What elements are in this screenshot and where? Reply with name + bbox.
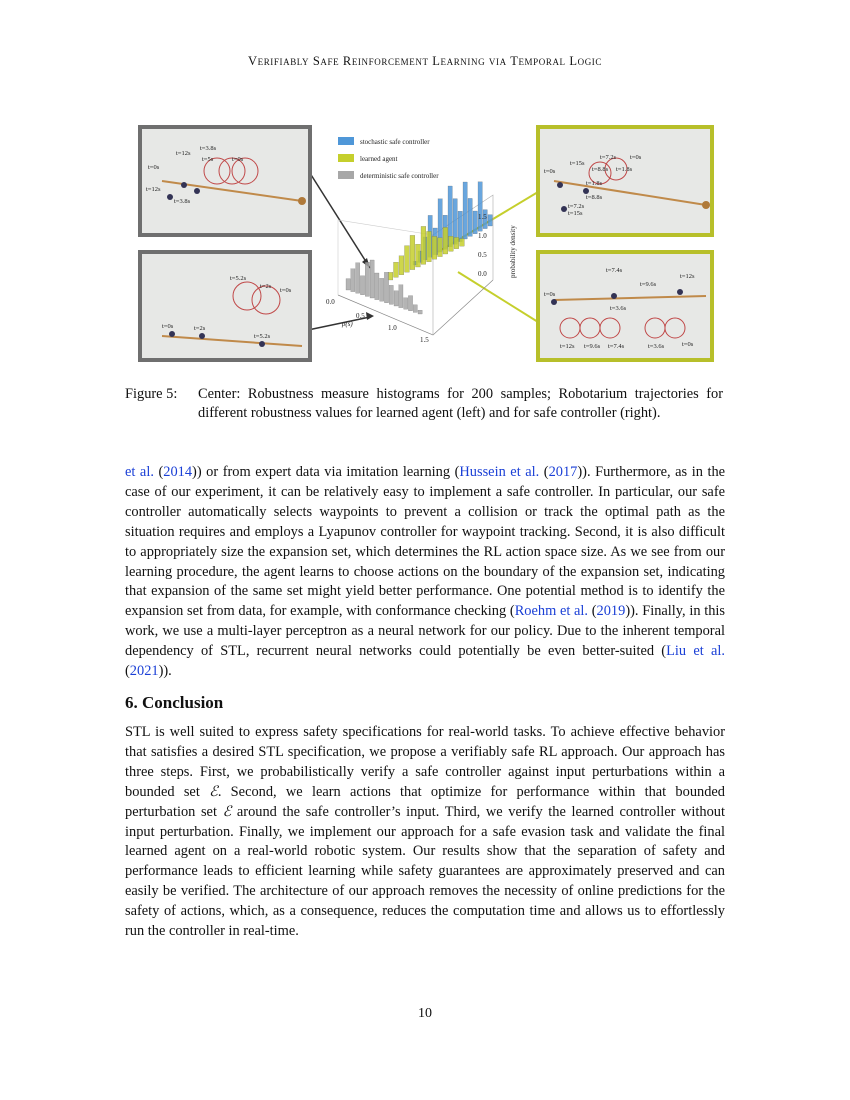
math-symbol: ℰ: [209, 783, 218, 800]
histogram-bar: [405, 246, 410, 273]
histogram-bar: [463, 182, 467, 239]
histogram-bar: [438, 238, 443, 257]
section-heading: 6. Conclusion: [125, 693, 224, 712]
histogram-bar: [399, 285, 403, 308]
histogram-bar: [473, 211, 477, 234]
math-symbol: ℰ: [222, 803, 232, 820]
photo-time-label: t=12s: [146, 186, 161, 193]
legend-swatch: [338, 137, 354, 145]
photo-time-label: t=3.6s: [648, 343, 665, 350]
histogram-bar: [427, 231, 432, 261]
photo-time-label: t=0s: [162, 323, 174, 330]
citation-year-link[interactable]: 2017: [548, 464, 578, 480]
robotarium-photo-bottom-right: [536, 250, 714, 362]
citation-link[interactable]: Hussein et al.: [459, 464, 540, 480]
z-tick-label: 0.0: [478, 270, 487, 278]
legend-label: stochastic safe controller: [360, 138, 430, 146]
photo-time-label: t=0s: [148, 164, 160, 171]
legend-swatch: [338, 171, 354, 179]
robotarium-photo-top-left: [138, 125, 312, 237]
legend-label: learned agent: [360, 155, 398, 163]
photo-time-label: t=7.2s: [600, 154, 617, 161]
running-title: Verifiably Safe Reinforcement Learning via Temporal Logic: [247, 54, 603, 68]
histogram-bar: [449, 236, 454, 251]
photo-time-label: t=2s: [260, 283, 272, 290]
photo-time-label: t=3.8s: [200, 145, 217, 152]
histogram-bar: [370, 260, 374, 298]
paragraph-conclusion: [125, 723, 725, 942]
paragraph-text: )) or from expert data via imitation learning (: [192, 464, 460, 480]
histogram-bar: [458, 211, 462, 241]
photo-time-label: t=2s: [194, 325, 206, 332]
histogram-bar: [432, 236, 437, 259]
legend-swatch: [338, 154, 354, 162]
paragraph-text: )). Finally, in this work, we use a multi-layer perceptron as a neural network for our policy. Due to the inherent temporal dependency of STL, recurrent neural networks could potentially be even better-suited (: [125, 603, 726, 660]
histogram-bar: [365, 262, 369, 296]
x-tick-label: 0.0: [326, 298, 335, 306]
paragraph-text: )).: [158, 663, 172, 680]
x-tick-label: 1.0: [388, 324, 397, 332]
photo-time-label: t=7.4s: [608, 343, 625, 350]
photo-time-label: t=0s: [232, 156, 244, 163]
histogram-bar: [404, 298, 408, 309]
histogram-bar: [346, 279, 350, 290]
photo-time-label: t=9.6s: [584, 343, 601, 350]
photo-time-label: t=5.2s: [254, 333, 271, 340]
histogram-bar: [399, 256, 404, 275]
citation-link[interactable]: et al.: [125, 464, 154, 480]
z-tick-label: 1.0: [478, 232, 487, 240]
figure-caption: [125, 385, 725, 423]
histogram-bar: [360, 276, 364, 295]
histogram-bar: [408, 296, 412, 311]
photo-time-label: t=1.8s: [586, 180, 603, 187]
photo-time-label: t=12s: [680, 273, 695, 280]
histogram-bar: [389, 285, 393, 304]
histogram-bar: [394, 291, 398, 306]
page-number: 10: [418, 1006, 432, 1021]
photo-time-label: t=0s: [682, 341, 694, 348]
figure-5: [138, 122, 714, 362]
citation-year-link[interactable]: 2014: [163, 464, 193, 480]
photo-time-label: t=0s: [544, 291, 556, 298]
histogram-bar: [380, 278, 384, 301]
citation-year-link[interactable]: 2021: [129, 663, 159, 680]
robotarium-photo-top-right: [536, 125, 714, 237]
caption-label: Figure 5:: [125, 386, 178, 402]
histogram-bar: [478, 182, 482, 231]
x-axis-label: ρ(s): [342, 320, 353, 328]
paragraph-discussion: et al. (2014)) or from expert data via imitation learning (Hussein et al. (2017)). Furthermore, as in the case of our experiment, it can be relatively easy to implement a safe controller. In particular, our safe controller automatically selects waypoints to prevent a collision or track the optimal path as the situation requires and employs a Lyapunov controller for waypoint tracking. Second, it is also difficult to appropriately size the expansion set, which determines the RL action space size. As we see from our learning procedure, the agent learns to choose actions on the boundary of the expansion set, indicating that expansion of the same set might yield better performance. One potential method is to identify the expansion set from data, for example, with conformance checking (Roehm et al. (2019)). Finally, in this work, we use a multi-layer perceptron as a neural network for our policy. Due to the inherent temporal dependency of STL, recurrent neural networks could potentially be even better-suited (Liu et al. (2021)).: [125, 464, 726, 680]
photo-time-label: t=7.2s: [568, 203, 585, 210]
histogram-bar: [356, 263, 360, 293]
histogram-bar: [351, 269, 355, 292]
z-tick-label: 0.5: [478, 251, 487, 259]
photo-time-label: t=15s: [570, 160, 585, 167]
photo-time-label: t=8.8s: [592, 166, 609, 173]
histogram-bar: [468, 198, 472, 236]
robotarium-photo-bottom-left: [138, 250, 312, 362]
citation-link[interactable]: Liu et al.: [666, 643, 725, 660]
photo-time-label: t=15s: [568, 210, 583, 217]
paragraph-text: )). Furthermore, as in the case of our experiment, it can be relatively easy to implement a safe controller. In particular, our safe controller automatically selects waypoints to prevent a collision or track the optimal path as the situation requires and employs a Lyapunov controller for waypoint tracking. Second, it is also difficult to appropriately size the expansion set, which determines the RL action space size. As we see from our learning procedure, the agent learns to choose actions on the boundary of the expansion set, indicating that expansion of the same set might yield better performance. One potential method is to identify the expansion set from data, for example, with conformance checking (: [125, 464, 726, 620]
photo-time-label: t=0s: [630, 154, 642, 161]
photo-time-label: t=12s: [176, 150, 191, 157]
z-tick-label: 1.5: [478, 213, 487, 221]
histogram-bar: [418, 310, 422, 314]
paragraph-text: around the safe controller’s input. Third, we verify the learned controller without input perturbation. Finally, we implement our approach for a safe evasion task and validate the final learned agent on a real-world robotic system. Our results show that the separation of safety and performance leads to efficient learning while safety guarantees are approximately preserved and can easily be verified. The architecture of our approach removes the necessity of online predictions for the safety of actions, which, as a consequence, reduces the computation time and allows us to effortlessly run the controller in real-time.: [125, 803, 725, 940]
histogram-bar: [388, 272, 393, 280]
paragraph-text: . Second, we learn actions that optimize for performance within that bounded perturbation set: [125, 783, 725, 820]
histogram-bar: [413, 305, 417, 313]
histogram-bar: [443, 227, 448, 254]
photo-time-label: t=9.6s: [640, 281, 657, 288]
histogram-bar: [460, 239, 465, 247]
paragraph-text: STL is well suited to express safety specifications for real-world tasks. To achieve effective behavior that satisfies a desired STL specification, we propose a verifiably safe RL approach. Our approach has three steps. First, we probabilistically verify a safe controller against input perturbations within a bounded set: [125, 724, 725, 800]
citation-link[interactable]: Roehm et al.: [514, 603, 589, 620]
y-axis-label: probability density: [509, 225, 517, 278]
histogram-bar: [410, 235, 415, 269]
legend-label: deterministic safe controller: [360, 172, 439, 180]
caption-text: Center: Robustness measure histograms for 200 samples; Robotarium trajectories for different robustness values for learned agent (left) and for safe controller (right).: [198, 386, 723, 421]
x-tick-label: 1.5: [420, 336, 429, 344]
photo-time-label: t=5.2s: [230, 275, 247, 282]
histogram-bar: [488, 215, 492, 226]
citation-year-link[interactable]: 2019: [596, 603, 626, 620]
photo-time-label: t=12s: [560, 343, 575, 350]
histogram-bar: [384, 272, 388, 302]
photo-time-label: t=0s: [280, 287, 292, 294]
histogram-bar: [454, 237, 459, 248]
photo-time-label: t=3.8s: [174, 198, 191, 205]
photo-time-label: t=5s: [202, 156, 214, 163]
photo-time-label: t=0s: [544, 168, 556, 175]
histogram-bar: [421, 226, 426, 264]
histogram-bar: [394, 262, 399, 277]
photo-time-label: t=1.8s: [616, 166, 633, 173]
photo-time-label: t=8.8s: [586, 194, 603, 201]
photo-time-label: t=3.6s: [610, 305, 627, 312]
x-tick-label: 0.5: [356, 312, 365, 320]
histogram-bar: [416, 244, 421, 267]
histogram-bar: [375, 273, 379, 300]
robustness-histogram-chart: [318, 130, 538, 350]
photo-time-label: t=7.4s: [606, 267, 623, 274]
